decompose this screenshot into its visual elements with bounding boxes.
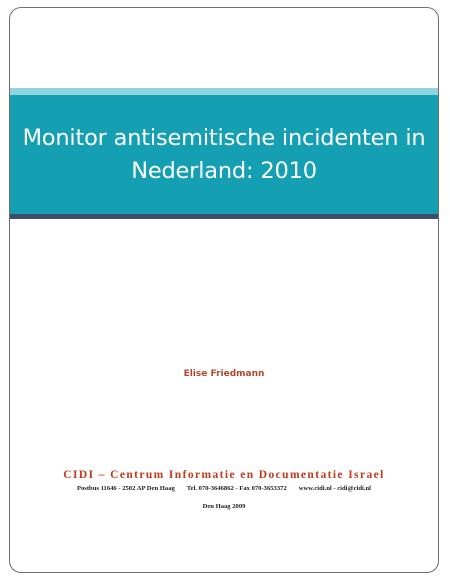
title-band-top-stripe	[10, 88, 438, 95]
author-name: Elise Friedmann	[183, 369, 265, 379]
contact-phone-fax: Tel. 070-3646862 - Fax 070-3653372	[186, 485, 287, 492]
organization-name: CIDI – Centrum Informatie en Documentatie Israel	[63, 469, 385, 481]
contact-address: Postbus 11646 - 2502 AP Den Haag	[76, 485, 175, 492]
title-band	[10, 95, 438, 214]
document-title-line-1: Monitor antisemitische incidenten in	[22, 124, 426, 151]
place-date: Den Haag 2009	[202, 503, 246, 510]
document-title-line-2: Nederland: 2010	[131, 157, 317, 184]
contact-web-email: www.cidi.nl - cidi@cidi.nl	[298, 485, 372, 492]
contact-line	[10, 485, 438, 492]
title-band-bottom-stripe	[10, 214, 438, 219]
cover-page	[9, 7, 439, 573]
document-title	[19, 122, 430, 188]
